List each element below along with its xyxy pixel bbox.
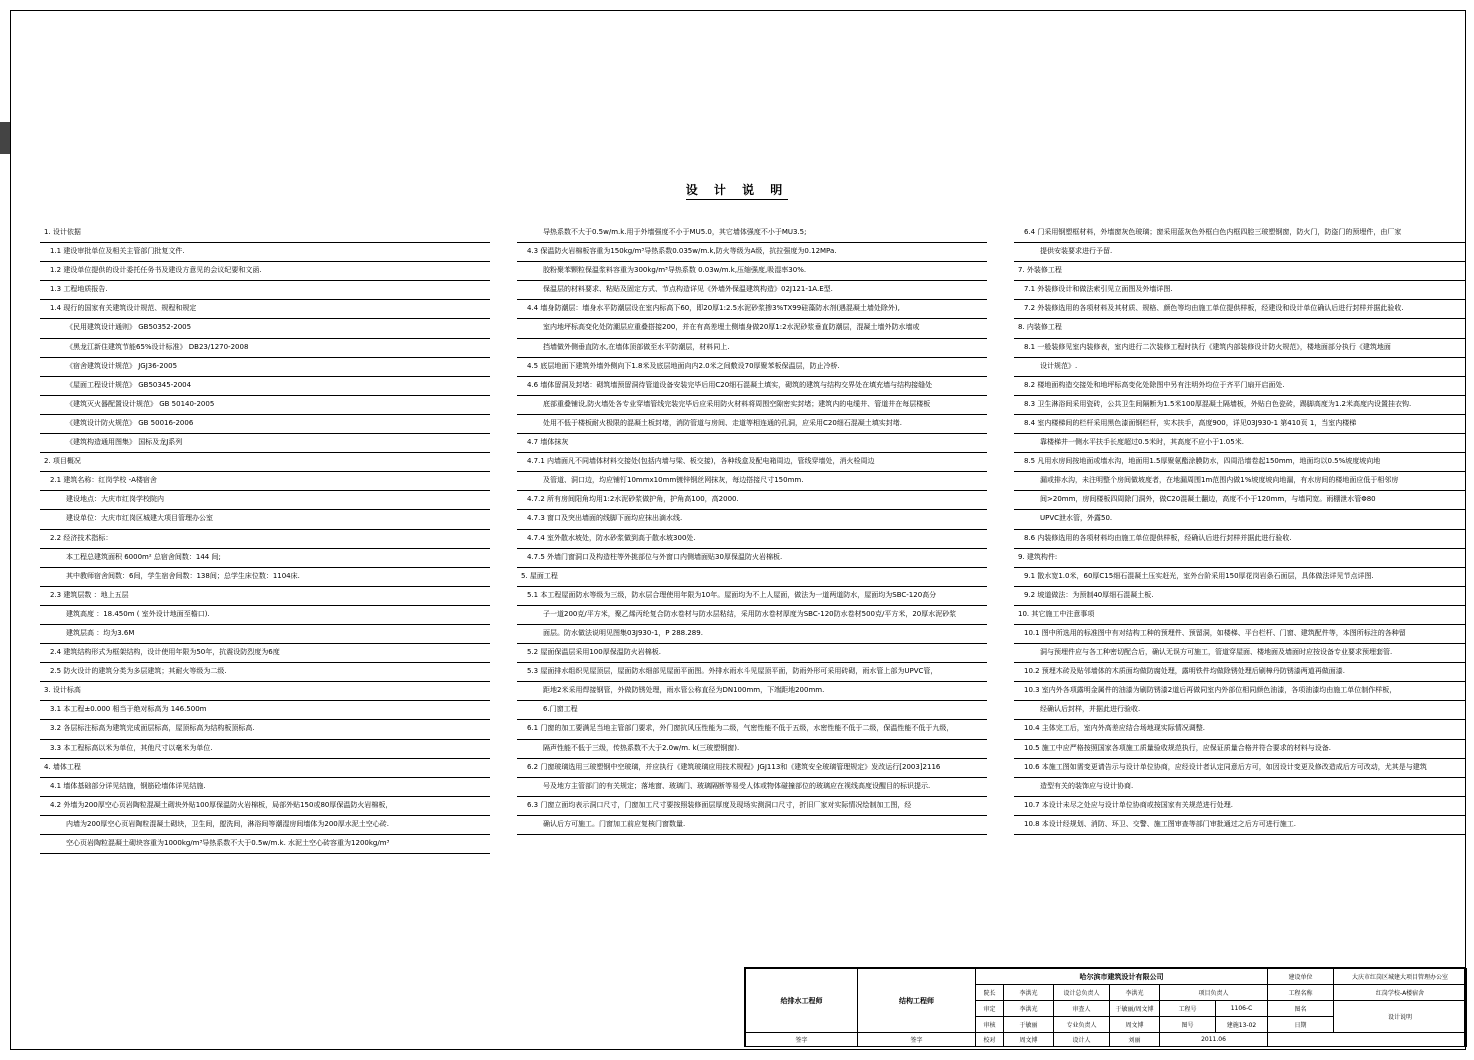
spec-line: 底部重叠铺设,防火墙处各专业穿墙管线完装完毕后应采用防火材料将周围空隙密实封堵；建筑内的电缆井、管道井在每层楼板 bbox=[517, 396, 987, 415]
spec-line: 4.7.5 外墙门窗洞口及构造柱等外挑部位与外窗口内侧墙面贴30厚保温防火岩棉板. bbox=[517, 549, 987, 568]
spec-line: 保温层的材料要求、粘贴及固定方式、节点构造详见《外墙外保温建筑构造》02J121-1A.E型. bbox=[517, 281, 987, 300]
spec-line: 建筑层高 ：均为3.6M bbox=[40, 625, 490, 644]
spec-line: 2.4 建筑结构形式为框架结构，设计使用年限为50年，抗震设防烈度为6度 bbox=[40, 644, 490, 663]
spec-line: 3.2 各层标注标高为建筑完成面层标高，屋顶标高为结构板顶标高. bbox=[40, 720, 490, 739]
spec-line: 洞与预埋件应与各工种密切配合后，确认无误方可施工，管道穿屋面、楼地面及墙面时应按设备专业要求预埋套管. bbox=[1014, 644, 1466, 663]
spec-line: 造型有关的装饰应与设计协商. bbox=[1014, 778, 1466, 797]
spec-line: 提供安装要求进行予留. bbox=[1014, 243, 1466, 262]
spec-line: 8. 内装修工程 bbox=[1014, 319, 1466, 338]
tb-cell: 院长 bbox=[976, 985, 1004, 1001]
tb-cell: 图名 bbox=[1268, 1001, 1334, 1017]
spec-line: 4.7.3 窗口及突出墙面的线脚下面均应抹出滴水线. bbox=[517, 510, 987, 529]
tb-cell: 2011.06 bbox=[1160, 1033, 1268, 1047]
spec-line: 《建筑灭火器配置设计规范》 GB 50140-2005 bbox=[40, 396, 490, 415]
spec-line: 《屋面工程设计规范》 GB50345-2004 bbox=[40, 377, 490, 396]
spec-line: 《宿舍建筑设计规范》 JGJ36-2005 bbox=[40, 358, 490, 377]
spec-line: 经确认后封样，并据此进行验收. bbox=[1014, 701, 1466, 720]
spec-line: 10.3 室内外各项露明金属件的油漆为刷防锈漆2道后再做同室内外部位相同颜色油漆，各项油漆均由施工单位制作样板， bbox=[1014, 682, 1466, 701]
spec-line: 10.6 本施工图如需变更请告示与设计单位协商，应经设计者认定同意后方可，如因设计变更及修改造成后方可改动，尤其是与建筑 bbox=[1014, 759, 1466, 778]
spec-line: 4.1 墙体基础部分详见结施，钢筋砼墙体详见结施. bbox=[40, 778, 490, 797]
spec-line: 确认后方可施工。门窗加工前应复核门窗数量. bbox=[517, 816, 987, 835]
spec-line: 4.7.4 室外散水坡处，防水砂浆做到高于散水坡300处. bbox=[517, 530, 987, 549]
tb-cell: 审定 bbox=[976, 1001, 1004, 1017]
tb-c2: 结构工程师 bbox=[858, 969, 976, 1033]
spec-line: 10.8 本设计经规划、消防、环卫、交警、施工图审查等部门审批通过之后方可进行施工. bbox=[1014, 816, 1466, 835]
spec-line: 建设地点：大庆市红岗学校院内 bbox=[40, 491, 490, 510]
spec-line: 9.2 坡道做法：为预制40厚细石混凝土板. bbox=[1014, 587, 1466, 606]
spec-line: 10.5 施工中应严格按照国家各项施工质量验收规范执行，应保证质量合格并符合要求的材料与设备. bbox=[1014, 740, 1466, 759]
tb-cell: 于敏丽 bbox=[1004, 1017, 1054, 1033]
spec-line: 5. 屋面工程 bbox=[517, 568, 987, 587]
spec-line: 4.7 墙体抹灰 bbox=[517, 434, 987, 453]
tb-cell: 刘丽 bbox=[1110, 1033, 1160, 1047]
spec-line: 10.1 图中所选用的标准图中有对结构工种的预埋件、预留洞，如楼梯、平台栏杆、门窗、建筑配件等，本图所标注的各种留 bbox=[1014, 625, 1466, 644]
tb-empty bbox=[1268, 1033, 1467, 1047]
column-3 bbox=[1014, 224, 1466, 835]
spec-line: 2.5 防火设计的建筑分类为多层建筑；其耐火等级为二级. bbox=[40, 663, 490, 682]
tb-client-label: 建设单位 bbox=[1268, 969, 1334, 985]
spec-line: 4.4 墙身防潮层：墙身水平防潮层设在室内标高下60，即20厚1:2.5水泥砂浆掺3%TX99硅藻防水剂(遇混凝土墙处除外), bbox=[517, 300, 987, 319]
spec-line: 5.2 屋面保温层采用100厚保温防火岩棉板. bbox=[517, 644, 987, 663]
spec-line: 导热系数不大于0.5w/m.k.用于外墙强度不小于MU5.0，其它墙体强度不小于MU3.5; bbox=[517, 224, 987, 243]
spec-line: 4.5 底层地面下建筑外墙外侧向下1.8米及底层地面向内2.0米之间敷设70厚聚苯板保温层，防止冷桥. bbox=[517, 358, 987, 377]
spec-line: 1.4 现行的国家有关建筑设计规范、规程和规定 bbox=[40, 300, 490, 319]
tb-cell: 审查人 bbox=[1054, 1001, 1110, 1017]
binding-mark bbox=[0, 122, 10, 154]
column-1 bbox=[40, 224, 490, 854]
tb-cell: 1106-C bbox=[1216, 1001, 1268, 1017]
spec-line: 面层。防水做法说明见图集03J930-1，P 288.289. bbox=[517, 625, 987, 644]
spec-line: 9.1 散水宽1.0米，60厚C15细石混凝土压实赶光，室外台阶采用150厚花岗岩条石面层，具体做法详见节点详图. bbox=[1014, 568, 1466, 587]
spec-line: 3.3 本工程标高以米为单位，其他尺寸以毫米为单位. bbox=[40, 740, 490, 759]
spec-line: 间>20mm，房间楼板四周除门洞外，做C20混凝土翻边，高度不小于120mm，与墙同宽。雨棚泄水管Φ80 bbox=[1014, 491, 1466, 510]
spec-line: 6.2 门窗玻璃选用三玻塑钢中空玻璃，并应执行《建筑玻璃应用技术规程》JGJ113和《建筑安全玻璃管理规定》发改运行[2003]2116 bbox=[517, 759, 987, 778]
spec-line: 8.1 一般装修见室内装修表，室内进行二次装修工程时执行《建筑内部装修设计防火规范》，楼地面部分执行《建筑地面 bbox=[1014, 339, 1466, 358]
tb-sign: 签字 bbox=[858, 1033, 976, 1047]
spec-line: 10.2 预埋木砖及贴邻墙体的木质面均做防腐处理，露明铁件均做除锈处理后刷樟丹防锈漆两道再做面漆. bbox=[1014, 663, 1466, 682]
tb-cell: 建施13-02 bbox=[1216, 1017, 1268, 1033]
spec-line: 3. 设计标高 bbox=[40, 682, 490, 701]
tb-cell: 校对 bbox=[976, 1033, 1004, 1047]
spec-line: 空心页岩陶粒混凝土砌块容重为1000kg/m³导热系数不大于0.5w/m.k. 水泥土空心砖容重为1200kg/m³ bbox=[40, 835, 490, 854]
spec-line: 6.门窗工程 bbox=[517, 701, 987, 720]
page-title: 设 计 说 明 bbox=[0, 181, 1474, 198]
tb-cell: 工程号 bbox=[1160, 1001, 1216, 1017]
spec-line: 10. 其它施工中注意事项 bbox=[1014, 606, 1466, 625]
spec-line: 建筑高度 ：18.450m ( 室外设计地面至檐口). bbox=[40, 606, 490, 625]
spec-line: 距地2米采用焊接钢管，外做防锈处理，雨水管公称直径为DN100mm，下端距地200mm. bbox=[517, 682, 987, 701]
spec-line: 7.1 外装修设计和做法索引见立面图及外墙详图. bbox=[1014, 281, 1466, 300]
tb-firm: 哈尔滨市建筑设计有限公司 bbox=[976, 969, 1268, 985]
spec-line: 隔声性能不低于三级，传热系数不大于2.0w/m. k(三玻塑钢窗). bbox=[517, 740, 987, 759]
spec-line: 《民用建筑设计通则》 GB50352-2005 bbox=[40, 319, 490, 338]
spec-line: 6.3 门窗立面均表示洞口尺寸，门窗加工尺寸要按照装修面层厚度及现场实测洞口尺寸，折旧厂家对实际情况绘制加工图，经 bbox=[517, 797, 987, 816]
spec-line: 8.2 楼地面构造交接处和地坪标高变化处除图中另有注明外均位于齐平门扇开启面处. bbox=[1014, 377, 1466, 396]
tb-cell: 审核 bbox=[976, 1017, 1004, 1033]
spec-line: 子一道200克/平方米，聚乙烯丙纶复合防水卷材与防水层粘结，采用防水卷材厚度为SBC-120防水卷材500克/平方米，20厚水泥砂浆 bbox=[517, 606, 987, 625]
spec-line: 9. 建筑构件: bbox=[1014, 549, 1466, 568]
spec-line: 1. 设计依据 bbox=[40, 224, 490, 243]
tb-client: 大庆市红岗区城建大项目管理办公室 bbox=[1334, 969, 1467, 985]
spec-line: 建设单位：大庆市红岗区城建大项目管理办公室 bbox=[40, 510, 490, 529]
spec-line: 2.2 经济技术指标： bbox=[40, 530, 490, 549]
spec-line: 7. 外装修工程 bbox=[1014, 262, 1466, 281]
spec-line: 处用不低于楼板耐火极限的混凝土板封堵，消防管道与房间、走道等相连通的孔洞，应采用C20细石混凝土填实封堵. bbox=[517, 415, 987, 434]
spec-line: 1.3 工程地质报告. bbox=[40, 281, 490, 300]
spec-line: 《建筑设计防火规范》 GB 50016-2006 bbox=[40, 415, 490, 434]
spec-line: 2.3 建筑层数 ：地上五层 bbox=[40, 587, 490, 606]
spec-line: 5.3 屋面排水组织见屋顶层，屋面防水细部见屋面平面图。外排水雨水斗见屋顶平面，防雨外形可采用砖砌，雨水管上部为UPVC管， bbox=[517, 663, 987, 682]
tb-cell: 周文博 bbox=[1004, 1033, 1054, 1047]
spec-line: 6.1 门窗的加工要满足当地主管部门要求，外门窗抗风压性能为二级，气密性能不低于五级，水密性能不低于二级，保温性能不低于九级， bbox=[517, 720, 987, 739]
spec-line: 8.4 室内楼梯间的栏杆采用黑色漆面钢栏杆，实木扶手，高度900，详见03J930-1 第410页 1，当室内楼梯 bbox=[1014, 415, 1466, 434]
spec-line: 1.1 建设审批单位及相关主管部门批复文件. bbox=[40, 243, 490, 262]
spec-line: 6.4 门采用钢塑框材料，外墙窗灰色玻璃；窗采用蓝灰色外框白色内框四腔三玻塑钢窗，防火门，防盗门的预埋件，由厂家 bbox=[1014, 224, 1466, 243]
spec-line: 4.3 保温防火岩棉板容重为150kg/m³导热系数0.035w/m.k,防火等级为A级，抗拉强度为0.12MPa. bbox=[517, 243, 987, 262]
tb-cell: 设计人 bbox=[1054, 1033, 1110, 1047]
tb-sheet-title: 设计说明 bbox=[1334, 1001, 1467, 1033]
spec-line: 10.4 主体完工后，室内外高差应结合场地现实际情况调整. bbox=[1014, 720, 1466, 739]
spec-line: 胶粉聚苯颗粒保温浆料容重为300kg/m³导热系数 0.03w/m.k,压缩强度,吸湿率30%. bbox=[517, 262, 987, 281]
tb-cell: 项目负责人 bbox=[1160, 985, 1268, 1001]
spec-line: 室内地坪标高变化处防潮层应重叠搭接200，并在有高差埋土侧墙身做20厚1:2水泥砂浆垂直防潮层，混凝土墙外防水墙或 bbox=[517, 319, 987, 338]
tb-cell: 设计总负责人 bbox=[1054, 985, 1110, 1001]
spec-line: 2. 项目概况 bbox=[40, 453, 490, 472]
title-block bbox=[744, 967, 1465, 1047]
spec-line: UPVC泄水管，外露50. bbox=[1014, 510, 1466, 529]
spec-line: 内墙为200厚空心页岩陶粒混凝土砌块，卫生间，盥洗间，淋浴间等潮湿房间墙体为200厚水泥土空心砖. bbox=[40, 816, 490, 835]
spec-line: 漏或排水沟，未注明整个房间做坡度者，在地漏周围1m范围内做1%坡度坡向地漏，有水房间的楼地面应低于相邻房 bbox=[1014, 472, 1466, 491]
tb-cell: 日期 bbox=[1268, 1017, 1334, 1033]
spec-line: 其中教师宿舍间数：6间，学生宿舍间数：138间；总学生床位数：1104床. bbox=[40, 568, 490, 587]
spec-line: 4.7.1 内墙面凡不同墙体材料交接处(包括内墙与梁、板交接)，各种线盒及配电箱周边，管线穿墙处，消火栓周边 bbox=[517, 453, 987, 472]
spec-line: 靠楼梯井一侧水平扶手长度超过0.5米时，其高度不应小于1.05米. bbox=[1014, 434, 1466, 453]
tb-sign: 签字 bbox=[746, 1033, 858, 1047]
column-2 bbox=[517, 224, 987, 835]
spec-line: 3.1 本工程±0.000 相当于绝对标高为 146.500m bbox=[40, 701, 490, 720]
spec-line: 4.6 墙体留洞及封堵：砌筑墙预留洞待管道设备安装完毕后用C20细石混凝土填实，砌筑的建筑与结构交界处在填充墙与结构接缝处 bbox=[517, 377, 987, 396]
tb-cell: 图号 bbox=[1160, 1017, 1216, 1033]
spec-line: 设计规范》. bbox=[1014, 358, 1466, 377]
spec-line: 8.6 内装修选用的各项材料均由施工单位提供样板，经确认后进行封样并据此进行验收. bbox=[1014, 530, 1466, 549]
tb-c1: 给排水工程师 bbox=[746, 969, 858, 1033]
spec-line: 4.2 外墙为200厚空心页岩陶粒混凝土砌块外贴100厚保温防火岩棉板，局部外贴150或80厚保温防火岩棉板， bbox=[40, 797, 490, 816]
spec-line: 本工程总建筑面积 6000m² 总宿舍间数：144 间; bbox=[40, 549, 490, 568]
spec-line: 1.2 建设单位提供的设计委托任务书及建设方意见的会议纪要和文函. bbox=[40, 262, 490, 281]
tb-cell: 李洪光 bbox=[1110, 985, 1160, 1001]
spec-line: 8.3 卫生淋浴间采用瓷砖，公共卫生间隔断为1.5米100厚混凝土隔墙板，外贴白色瓷砖，踢脚高度为1.2米高度内设置挂衣钩. bbox=[1014, 396, 1466, 415]
tb-project-label: 工程名称 bbox=[1268, 985, 1334, 1001]
spec-line: 2.1 建筑名称：红岗学校 -A楼宿舍 bbox=[40, 472, 490, 491]
spec-line: 及管道、洞口边，均应铺钉10mmx10mm镀锌钢丝网抹灰，每边搭接尺寸150mm. bbox=[517, 472, 987, 491]
spec-line: 7.2 外装修选用的各项材料及其材质、规格、颜色等均由施工单位提供样板，经建设和设计单位确认后进行封样并据此验收. bbox=[1014, 300, 1466, 319]
spec-line: 号及地方主管部门的有关规定；落地窗、玻璃门、玻璃隔断等易受人体或物体碰撞部位的玻璃应在视线高度设醒目的标识提示. bbox=[517, 778, 987, 797]
spec-line: 5.1 本工程屋面防水等级为三级，防水层合理使用年限为10年。屋面均为不上人屋面，做法为一道两道防水，屋面均为SBC-120高分 bbox=[517, 587, 987, 606]
spec-line: 4.7.2 所有房间阳角均用1:2水泥砂浆做护角，护角高100，高2000. bbox=[517, 491, 987, 510]
tb-cell: 李洪光 bbox=[1004, 1001, 1054, 1017]
tb-cell: 李洪光 bbox=[1004, 985, 1054, 1001]
spec-line: 8.5 凡用水房间按地面或墙水沟，地面用1.5厚聚氨酯涂膜防水，四周沿墙卷起150mm，地面均以0.5%坡度坡向地 bbox=[1014, 453, 1466, 472]
spec-line: 《建筑构造通用图集》 国标及龙J系列 bbox=[40, 434, 490, 453]
spec-line: 10.7 本设计未尽之处应与设计单位协商或按国家有关规范进行处理. bbox=[1014, 797, 1466, 816]
spec-line: 《黑龙江新住建筑节能65%设计标准》 DB23/1270-2008 bbox=[40, 339, 490, 358]
tb-project: 红岗学校-A楼宿舍 bbox=[1334, 985, 1467, 1001]
tb-cell: 周文博 bbox=[1110, 1017, 1160, 1033]
tb-cell: 于敏丽/周文博 bbox=[1110, 1001, 1160, 1017]
tb-cell: 专业负责人 bbox=[1054, 1017, 1110, 1033]
spec-line: 4. 墙体工程 bbox=[40, 759, 490, 778]
spec-line: 挡墙做外侧垂直防水,在墙体顶部做至水平防潮层，材料同上. bbox=[517, 339, 987, 358]
